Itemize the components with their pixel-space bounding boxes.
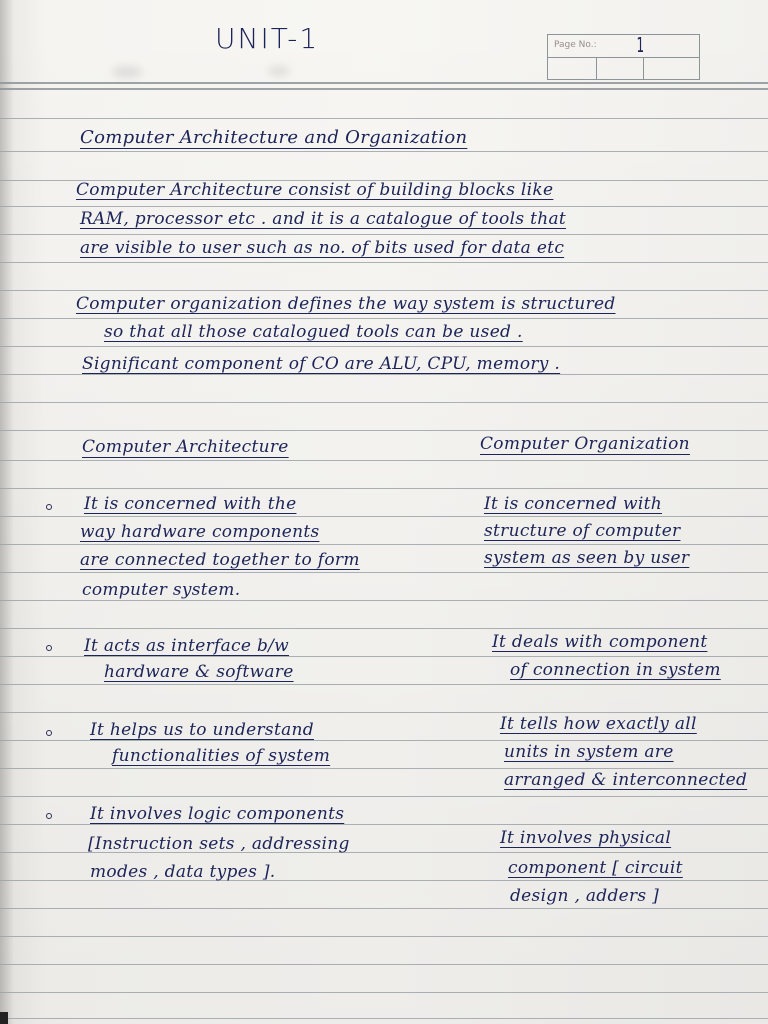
ruled-line: [0, 82, 768, 84]
org-paragraph-line: Computer organization defines the way system is structured: [76, 294, 616, 314]
org-paragraph-line: so that all those catalogued tools can be used .: [104, 322, 523, 342]
ruled-line: [0, 740, 768, 741]
organization-point-line: design , adders ]: [510, 886, 660, 906]
page-edge-shadow: [0, 0, 14, 1024]
column-heading-architecture: Computer Architecture: [82, 437, 289, 457]
architecture-point-line: modes , data types ].: [90, 862, 276, 882]
ruled-line: [0, 88, 768, 90]
organization-point-line: arranged & interconnected: [504, 770, 748, 790]
ruled-line: [0, 118, 768, 119]
architecture-point-line: hardware & software: [104, 662, 294, 682]
ruled-line: [0, 572, 768, 573]
ruled-line: [0, 768, 768, 769]
ruled-line: [0, 684, 768, 685]
ruled-line: [0, 544, 768, 545]
box-divider: [596, 57, 597, 79]
architecture-point-line: computer system.: [82, 580, 241, 600]
ink-smudge: [112, 66, 142, 78]
organization-point-line: system as seen by user: [484, 548, 690, 568]
page-corner-mark: [0, 1012, 8, 1024]
bullet-point: [46, 813, 52, 819]
ruled-line: [0, 964, 768, 965]
ruled-line: [0, 234, 768, 235]
organization-point-line: It involves physical: [500, 828, 672, 848]
ruled-line: [0, 992, 768, 993]
unit-title: UNIT-1: [215, 22, 320, 55]
arch-paragraph-line: Computer Architecture consist of building blocks like: [76, 180, 554, 200]
architecture-point-line: are connected together to form: [80, 550, 360, 570]
arch-paragraph-line: RAM, processor etc . and it is a catalogue of tools that: [80, 209, 567, 229]
ruled-line: [0, 628, 768, 629]
organization-point-line: of connection in system: [510, 660, 721, 680]
ruled-line: [0, 430, 768, 431]
ruled-line: [0, 936, 768, 937]
architecture-point-line: It involves logic components: [90, 804, 345, 824]
section-heading: Computer Architecture and Organization: [80, 127, 468, 148]
ruled-line: [0, 488, 768, 489]
page-number-label: Page No.:: [554, 40, 597, 50]
ruled-line: [0, 318, 768, 319]
bullet-point: [46, 645, 52, 651]
ruled-line: [0, 656, 768, 657]
box-divider: [643, 57, 644, 79]
page-number-value: 1: [636, 33, 645, 57]
ruled-line: [0, 796, 768, 797]
ruled-line: [0, 1018, 768, 1019]
architecture-point-line: way hardware components: [80, 522, 320, 542]
organization-point-line: It tells how exactly all: [500, 714, 697, 734]
organization-point-line: structure of computer: [484, 521, 681, 541]
ink-smudge: [268, 66, 290, 76]
ruled-line: [0, 206, 768, 207]
ruled-line: [0, 824, 768, 825]
architecture-point-line: [Instruction sets , addressing: [88, 834, 350, 854]
ruled-line: [0, 262, 768, 263]
arch-paragraph-line: are visible to user such as no. of bits used for data etc: [80, 238, 565, 258]
architecture-point-line: functionalities of system: [112, 746, 331, 766]
ruled-line: [0, 402, 768, 403]
architecture-point-line: It acts as interface b/w: [84, 636, 290, 656]
org-paragraph-line: Significant component of CO are ALU, CPU, memory .: [82, 354, 561, 374]
organization-point-line: component [ circuit: [508, 858, 683, 878]
ruled-line: [0, 151, 768, 152]
ruled-line: [0, 290, 768, 291]
ruled-line: [0, 908, 768, 909]
organization-point-line: It deals with component: [492, 632, 708, 652]
page-number-box: [547, 34, 700, 80]
ruled-line: [0, 516, 768, 517]
organization-point-line: units in system are: [504, 742, 674, 762]
ruled-line: [0, 460, 768, 461]
architecture-point-line: It helps us to understand: [90, 720, 314, 740]
column-heading-organization: Computer Organization: [480, 434, 690, 454]
ruled-line: [0, 600, 768, 601]
organization-point-line: It is concerned with: [484, 494, 662, 514]
architecture-point-line: It is concerned with the: [84, 494, 297, 514]
ruled-line: [0, 712, 768, 713]
ruled-line: [0, 346, 768, 347]
bullet-point: [46, 504, 52, 510]
ruled-line: [0, 374, 768, 375]
bullet-point: [46, 730, 52, 736]
